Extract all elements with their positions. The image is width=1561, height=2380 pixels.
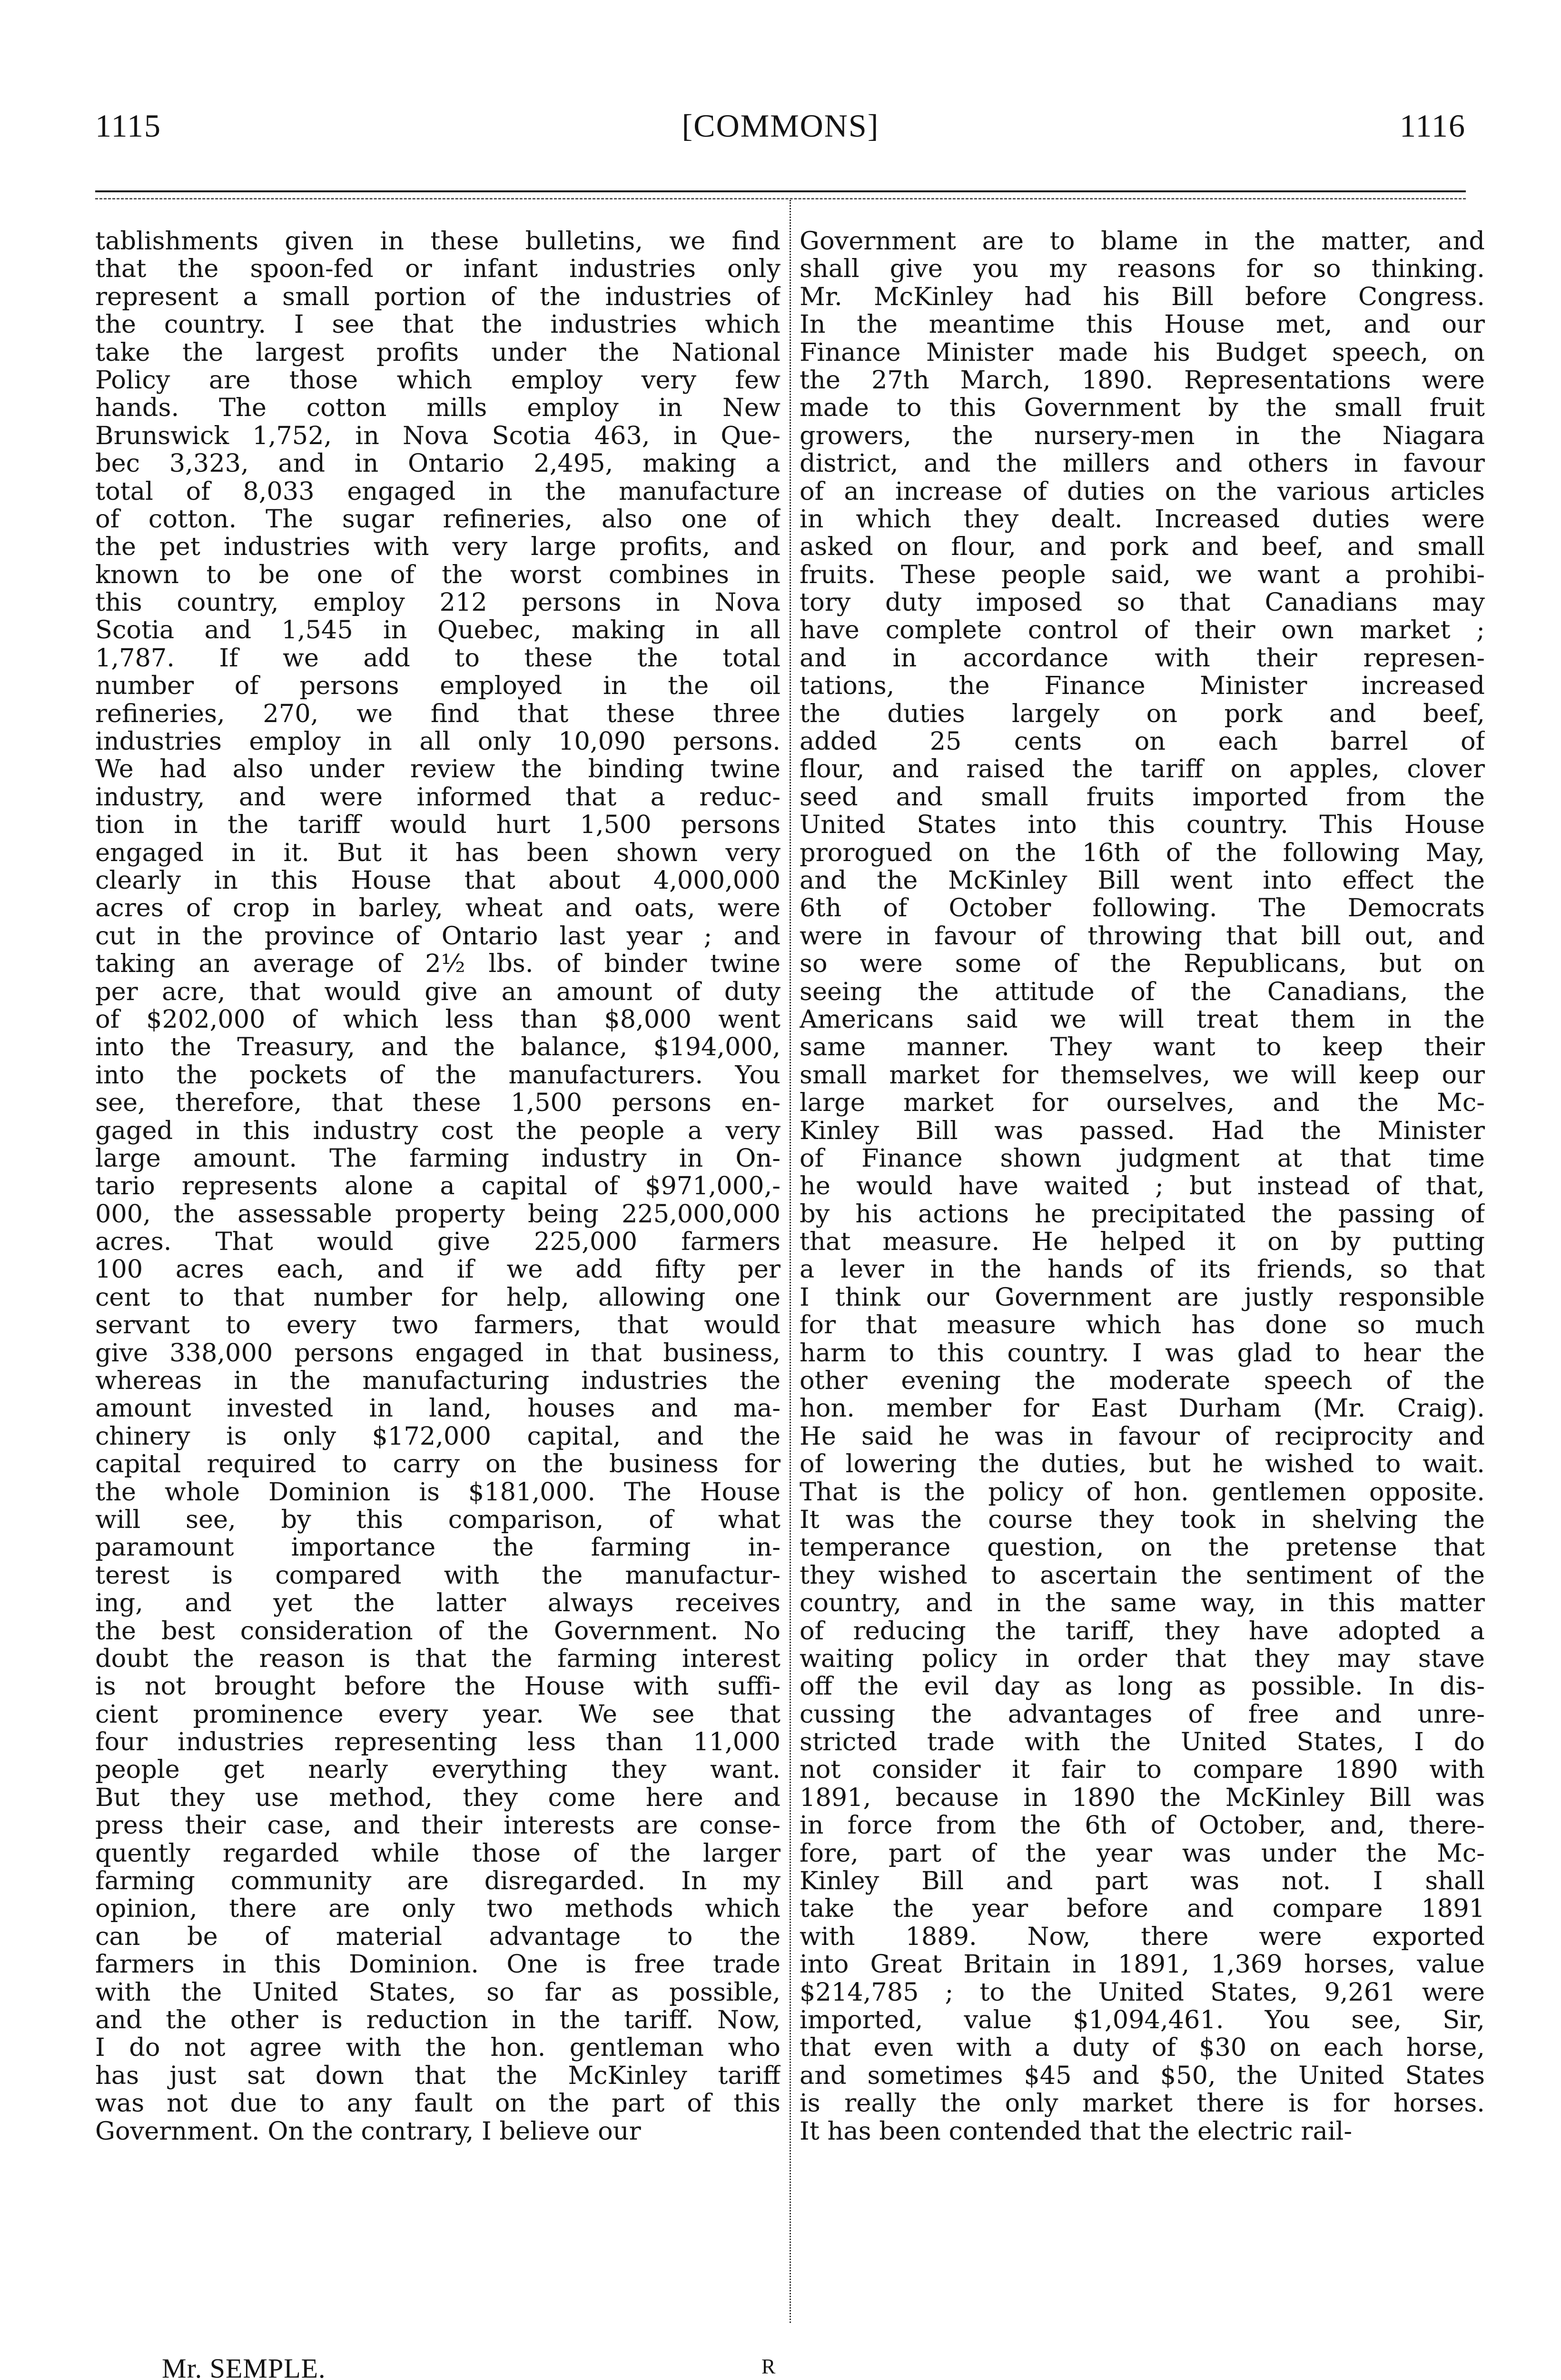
text-line: of reducing the tariff, they have adopted a bbox=[800, 1617, 1485, 1645]
text-line: I do not agree with the hon. gentleman who bbox=[95, 2034, 780, 2062]
text-line: off the evil day as long as possible. In dis- bbox=[800, 1673, 1485, 1701]
text-line: cent to that number for help, allowing one bbox=[95, 1283, 780, 1312]
text-line: so were some of the Republicans, but on bbox=[800, 950, 1485, 978]
text-line: small market for themselves, we will keep our bbox=[800, 1061, 1485, 1090]
text-line: large amount. The farming industry in On- bbox=[95, 1144, 780, 1173]
text-line: that measure. He helped it on by putting bbox=[800, 1228, 1485, 1256]
text-line: clearly in this House that about 4,000,000 bbox=[95, 866, 780, 895]
text-line: of Finance shown judgment at that time bbox=[800, 1144, 1485, 1173]
text-line: That is the policy of hon. gentlemen opposite. bbox=[800, 1478, 1485, 1506]
running-title: [COMMONS] bbox=[682, 108, 879, 144]
text-line: that even with a duty of $30 on each horse, bbox=[800, 2034, 1485, 2062]
text-line: and the McKinley Bill went into effect the bbox=[800, 866, 1485, 895]
text-line: tory duty imposed so that Canadians may bbox=[800, 589, 1485, 617]
text-line: was not due to any fault on the part of this bbox=[95, 2090, 780, 2118]
text-line: fore, part of the year was under the Mc- bbox=[800, 1839, 1485, 1868]
text-line: asked on flour, and pork and beef, and small bbox=[800, 533, 1485, 561]
text-line: tario represents alone a capital of $971,000,- bbox=[95, 1172, 780, 1200]
text-line: this country, employ 212 persons in Nova bbox=[95, 589, 780, 617]
text-line: fruits. These people said, we want a prohibi- bbox=[800, 561, 1485, 589]
text-line: in force from the 6th of October, and, there- bbox=[800, 1812, 1485, 1840]
text-line: with 1889. Now, there were exported bbox=[800, 1923, 1485, 1951]
text-line: servant to every two farmers, that would bbox=[95, 1311, 780, 1339]
text-line: they wished to ascertain the sentiment of the bbox=[800, 1561, 1485, 1590]
text-line: hands. The cotton mills employ in New bbox=[95, 394, 780, 422]
text-line: 000, the assessable property being 225,000,000 bbox=[95, 1200, 780, 1229]
text-line: into Great Britain in 1891, 1,369 horses, value bbox=[800, 1951, 1485, 1979]
text-line: have complete control of their own market ; bbox=[800, 616, 1485, 645]
text-line: the best consideration of the Government. No bbox=[95, 1617, 780, 1645]
text-line: and the other is reduction in the tariff. Now, bbox=[95, 2006, 780, 2034]
text-line: of cotton. The sugar refineries, also one of bbox=[95, 505, 780, 534]
text-line: 100 acres each, and if we add fifty per bbox=[95, 1256, 780, 1284]
text-line: seeing the attitude of the Canadians, the bbox=[800, 978, 1485, 1006]
text-line: press their case, and their interests are conse- bbox=[95, 1812, 780, 1840]
text-line: 1,787. If we add to these the total bbox=[95, 644, 780, 673]
text-line: and in accordance with their represen- bbox=[800, 644, 1485, 673]
text-line: cient prominence every year. We see that bbox=[95, 1700, 780, 1729]
text-line: not consider it fair to compare 1890 with bbox=[800, 1756, 1485, 1784]
text-line: chinery is only $172,000 capital, and the bbox=[95, 1422, 780, 1451]
text-line: cussing the advantages of free and unre- bbox=[800, 1700, 1485, 1729]
text-line: doubt the reason is that the farming interest bbox=[95, 1645, 780, 1673]
text-line: will see, by this comparison, of what bbox=[95, 1506, 780, 1534]
text-line: Mr. McKinley had his Bill before Congress. bbox=[800, 283, 1485, 311]
text-line: waiting policy in order that they may stave bbox=[800, 1645, 1485, 1673]
text-line: harm to this country. I was glad to hear the bbox=[800, 1339, 1485, 1368]
text-line: In the meantime this House met, and our bbox=[800, 311, 1485, 339]
text-line: prorogued on the 16th of the following May, bbox=[800, 839, 1485, 867]
text-line: is really the only market there is for horses. bbox=[800, 2090, 1485, 2118]
text-line: he would have waited ; but instead of that, bbox=[800, 1172, 1485, 1200]
text-line: It was the course they took in shelving the bbox=[800, 1506, 1485, 1534]
text-line: paramount importance the farming in- bbox=[95, 1534, 780, 1562]
text-line: Scotia and 1,545 in Quebec, making in all bbox=[95, 616, 780, 645]
text-line: 1891, because in 1890 the McKinley Bill was bbox=[800, 1784, 1485, 1812]
text-line: into the pockets of the manufacturers. You bbox=[95, 1061, 780, 1090]
text-line: by his actions he precipitated the passing of bbox=[800, 1200, 1485, 1229]
text-line: total of 8,033 engaged in the manufacture bbox=[95, 477, 780, 506]
text-line: Finance Minister made his Budget speech, on bbox=[800, 338, 1485, 367]
text-line: terest is compared with the manufactur- bbox=[95, 1561, 780, 1590]
page-footer bbox=[162, 2352, 1114, 2380]
left-text-column bbox=[95, 228, 780, 2145]
text-line: Kinley Bill and part was not. I shall bbox=[800, 1867, 1485, 1895]
text-line: $214,785 ; to the United States, 9,261 were bbox=[800, 1978, 1485, 2006]
text-line: is not brought before the House with suffi- bbox=[95, 1673, 780, 1701]
right-text-column bbox=[800, 228, 1485, 2145]
text-line: quently regarded while those of the larger bbox=[95, 1839, 780, 1868]
text-line: can be of material advantage to the bbox=[95, 1923, 780, 1951]
text-line: industry, and were informed that a reduc- bbox=[95, 783, 780, 812]
text-line: ing, and yet the latter always receives bbox=[95, 1589, 780, 1617]
text-line: temperance question, on the pretense that bbox=[800, 1534, 1485, 1562]
text-line: It has been contended that the electric rail- bbox=[800, 2117, 1353, 2145]
column-divider bbox=[790, 200, 791, 2323]
text-line: district, and the millers and others in favour bbox=[800, 450, 1485, 478]
text-line: four industries representing less than 11,000 bbox=[95, 1728, 780, 1756]
text-line: the 27th March, 1890. Representations were bbox=[800, 366, 1485, 395]
text-line: stricted trade with the United States, I do bbox=[800, 1728, 1485, 1756]
text-line: capital required to carry on the business for bbox=[95, 1450, 780, 1478]
text-line: acres. That would give 225,000 farmers bbox=[95, 1228, 780, 1256]
text-line: take the year before and compare 1891 bbox=[800, 1895, 1485, 1923]
text-line: acres of crop in barley, wheat and oats, were bbox=[95, 894, 780, 922]
text-line: imported, value $1,094,461. You see, Sir, bbox=[800, 2006, 1485, 2034]
text-line: Government. On the contrary, I believe our bbox=[95, 2117, 641, 2145]
signature-mark: R bbox=[761, 2355, 776, 2378]
text-line: tations, the Finance Minister increased bbox=[800, 672, 1485, 700]
text-line: I think our Government are justly responsible bbox=[800, 1283, 1485, 1312]
text-line: whereas in the manufacturing industries the bbox=[95, 1367, 780, 1395]
text-line: of lowering the duties, but he wished to wait. bbox=[800, 1450, 1485, 1478]
text-line: industries employ in all only 10,090 persons. bbox=[95, 728, 780, 756]
text-line: of an increase of duties on the various articles bbox=[800, 477, 1485, 506]
text-line: number of persons employed in the oil bbox=[95, 672, 780, 700]
text-line: people get nearly everything they want. bbox=[95, 1756, 780, 1784]
text-line: for that measure which has done so much bbox=[800, 1311, 1485, 1339]
text-line: growers, the nursery-men in the Niagara bbox=[800, 422, 1485, 450]
text-line: other evening the moderate speech of the bbox=[800, 1367, 1485, 1395]
text-line: 6th of October following. The Democrats bbox=[800, 894, 1485, 922]
text-line: the pet industries with very large profits, and bbox=[95, 533, 780, 561]
text-line: flour, and raised the tariff on apples, clover bbox=[800, 755, 1485, 783]
text-line: represent a small portion of the industries of bbox=[95, 283, 780, 311]
text-line: Policy are those which employ very few bbox=[95, 366, 780, 395]
speaker-name: Mr. SEMPLE. bbox=[162, 2353, 326, 2380]
text-line: amount invested in land, houses and ma- bbox=[95, 1395, 780, 1423]
text-line: seed and small fruits imported from the bbox=[800, 783, 1485, 812]
text-line: with the United States, so far as possible, bbox=[95, 1978, 780, 2006]
text-line: gaged in this industry cost the people a very bbox=[95, 1117, 780, 1145]
text-line: opinion, there are only two methods which bbox=[95, 1895, 780, 1923]
text-line: tion in the tariff would hurt 1,500 persons bbox=[95, 811, 780, 839]
page-header bbox=[95, 107, 1466, 159]
text-line: were in favour of throwing that bill out, and bbox=[800, 922, 1485, 951]
text-line: of $202,000 of which less than $8,000 went bbox=[95, 1005, 780, 1034]
text-line: cut in the province of Ontario last year ; and bbox=[95, 922, 780, 951]
text-line: see, therefore, that these 1,500 persons en- bbox=[95, 1089, 780, 1117]
text-line: added 25 cents on each barrel of bbox=[800, 728, 1485, 756]
text-line: Kinley Bill was passed. Had the Minister bbox=[800, 1117, 1485, 1145]
text-line: engaged in it. But it has been shown very bbox=[95, 839, 780, 867]
text-line: the whole Dominion is $181,000. The House bbox=[95, 1478, 780, 1506]
text-line: made to this Government by the small fruit bbox=[800, 394, 1485, 422]
text-line: Government are to blame in the matter, and bbox=[800, 228, 1485, 256]
text-line: that the spoon-fed or infant industries only bbox=[95, 255, 780, 283]
text-line: in which they dealt. Increased duties were bbox=[800, 505, 1485, 534]
text-line: and sometimes $45 and $50, the United States bbox=[800, 2062, 1485, 2090]
right-page-number: 1116 bbox=[1400, 108, 1466, 144]
text-line: into the Treasury, and the balance, $194,000, bbox=[95, 1033, 780, 1061]
text-line: known to be one of the worst combines in bbox=[95, 561, 780, 589]
text-line: hon. member for East Durham (Mr. Craig). bbox=[800, 1395, 1485, 1423]
text-line: a lever in the hands of its friends, so that bbox=[800, 1256, 1485, 1284]
text-line: taking an average of 2½ lbs. of binder twine bbox=[95, 950, 780, 978]
text-line: per acre, that would give an amount of duty bbox=[95, 978, 780, 1006]
text-line: bec 3,323, and in Ontario 2,495, making a bbox=[95, 450, 780, 478]
header-rule-secondary bbox=[95, 198, 1466, 199]
text-line: the country. I see that the industries which bbox=[95, 311, 780, 339]
text-line: Americans said we will treat them in the bbox=[800, 1005, 1485, 1034]
text-line: take the largest profits under the National bbox=[95, 338, 780, 367]
text-line: refineries, 270, we find that these three bbox=[95, 700, 780, 728]
header-rule bbox=[95, 190, 1466, 192]
text-line: shall give you my reasons for so thinking. bbox=[800, 255, 1485, 283]
text-line: large market for ourselves, and the Mc- bbox=[800, 1089, 1485, 1117]
text-line: But they use method, they come here and bbox=[95, 1784, 780, 1812]
text-line: Brunswick 1,752, in Nova Scotia 463, in Que- bbox=[95, 422, 780, 450]
left-page-number: 1115 bbox=[95, 108, 161, 144]
text-line: He said he was in favour of reciprocity and bbox=[800, 1422, 1485, 1451]
text-line: country, and in the same way, in this matter bbox=[800, 1589, 1485, 1617]
text-line: give 338,000 persons engaged in that business, bbox=[95, 1339, 780, 1368]
text-line: has just sat down that the McKinley tariff bbox=[95, 2062, 780, 2090]
text-line: tablishments given in these bulletins, we find bbox=[95, 228, 780, 256]
text-line: same manner. They want to keep their bbox=[800, 1033, 1485, 1061]
text-line: the duties largely on pork and beef, bbox=[800, 700, 1485, 728]
text-line: farming community are disregarded. In my bbox=[95, 1867, 780, 1895]
text-line: United States into this country. This House bbox=[800, 811, 1485, 839]
text-line: We had also under review the binding twine bbox=[95, 755, 780, 783]
text-line: farmers in this Dominion. One is free trade bbox=[95, 1951, 780, 1979]
